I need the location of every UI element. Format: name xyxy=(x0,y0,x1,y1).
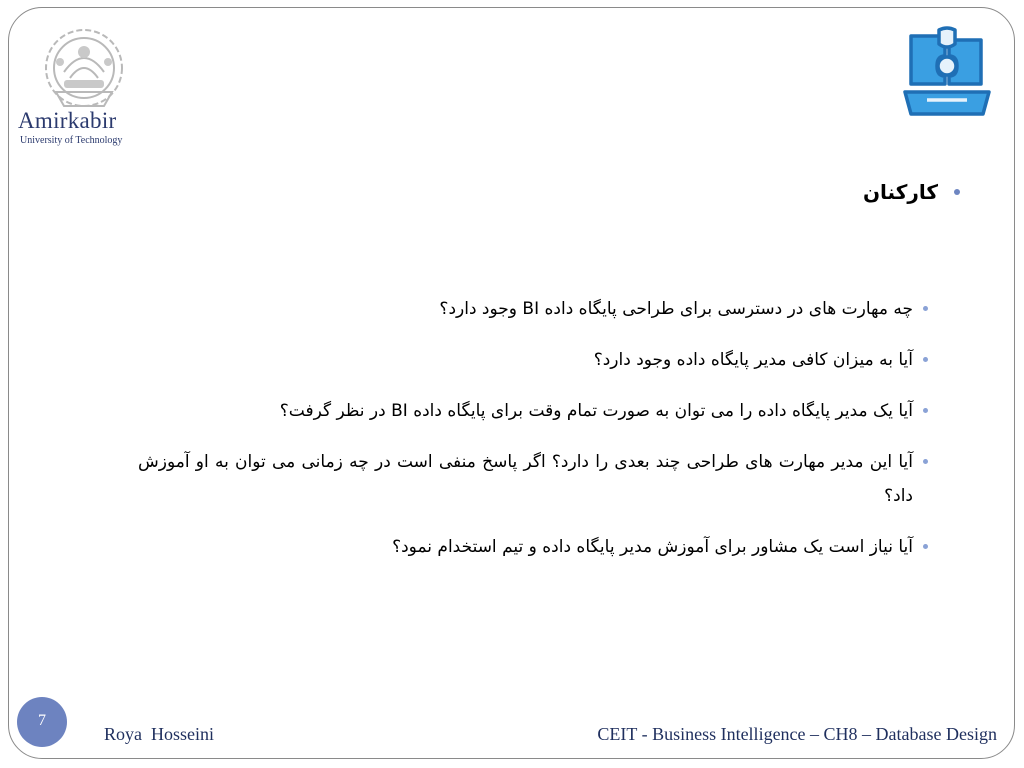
bullet-icon xyxy=(923,357,928,362)
question-text: آیا این مدیر مهارت های طراحی چند بعدی را دارد؟ اگر پاسخ منفی است در چه زمانی می توان به او آموزش داد؟ xyxy=(138,452,913,506)
questions-list xyxy=(138,292,928,581)
page-number-badge: 7 xyxy=(17,697,67,747)
list-item xyxy=(138,445,928,513)
list-item xyxy=(138,394,928,428)
bullet-icon xyxy=(923,459,928,464)
list-item xyxy=(138,530,928,564)
list-item xyxy=(138,343,928,377)
bullet-icon xyxy=(923,408,928,413)
footer-course-title: CEIT - Business Intelligence – CH8 – Database Design xyxy=(597,724,997,744)
question-text: آیا نیاز است یک مشاور برای آموزش مدیر پایگاه داده و تیم استخدام نمود؟ xyxy=(392,537,913,557)
bullet-icon xyxy=(923,306,928,311)
bullet-icon xyxy=(954,189,960,195)
bullet-icon xyxy=(923,544,928,549)
list-item xyxy=(138,292,928,326)
university-subtitle: University of Technology xyxy=(20,135,123,146)
section-heading xyxy=(863,180,960,204)
university-name: Amirkabir xyxy=(18,108,117,133)
footer-author: Roya Hosseini xyxy=(104,724,214,744)
question-text: آیا یک مدیر پایگاه داده را می توان به صورت تمام وقت برای پایگاه داده BI در نظر گرفت؟ xyxy=(279,401,913,421)
question-text: آیا به میزان کافی مدیر پایگاه داده وجود دارد؟ xyxy=(593,350,913,370)
university-logo xyxy=(14,22,146,147)
heading-text: کارکنان xyxy=(862,180,938,204)
department-logo-icon xyxy=(897,26,995,124)
question-text: چه مهارت های در دسترسی برای طراحی پایگاه داده BI وجود دارد؟ xyxy=(439,299,913,319)
university-emblem-icon xyxy=(34,22,134,114)
